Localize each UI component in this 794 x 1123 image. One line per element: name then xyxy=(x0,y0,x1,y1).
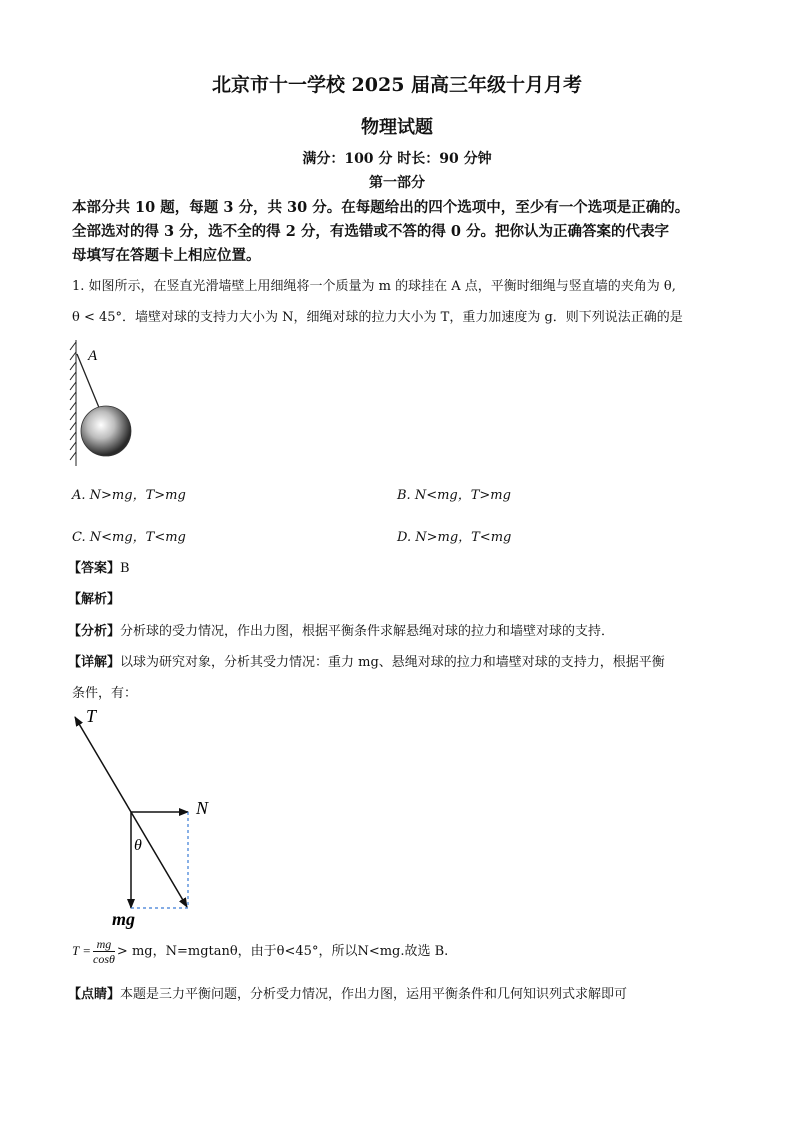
part-title: 第一部分 xyxy=(369,175,425,191)
analysis-label: 【分析】 xyxy=(68,624,121,639)
detail-line1 xyxy=(68,651,665,670)
point-a-label: A xyxy=(88,348,98,364)
formula-fraction xyxy=(93,937,115,966)
detail-text: 以球为研究对象，分析其受力情况：重力 mg、悬绳对球的拉力和墙壁对球的支持力，根据平衡 xyxy=(120,655,665,670)
comment-label: 【点睛】 xyxy=(68,987,121,1002)
option-d: D. N>mg，T<mg xyxy=(397,530,512,545)
answer-label: 【答案】 xyxy=(68,561,121,576)
theta-label: θ xyxy=(134,837,142,854)
instruction-line: 全部选对的得 3 分，选不全的得 2 分，有选错或不答的得 0 分。把你认为正确答案的代表字 xyxy=(72,223,670,240)
ball xyxy=(81,406,131,456)
exam-title: 北京市十一学校 2025 届高三年级十月月考 xyxy=(211,74,583,96)
option-a: A. N>mg，T>mg xyxy=(72,488,186,503)
analysis-text: 分析球的受力情况，作出力图，根据平衡条件求解悬绳对球的拉力和墙壁对球的支持． xyxy=(120,624,615,639)
detail-label: 【详解】 xyxy=(68,655,121,670)
force-diagram xyxy=(60,700,240,930)
option-c: C. N<mg，T<mg xyxy=(72,530,186,545)
resultant-arrow xyxy=(131,812,187,907)
instruction-line: 母填写在答题卡上相应位置。 xyxy=(72,247,261,264)
wall-hatching xyxy=(70,340,76,466)
ball-on-wall-figure xyxy=(66,338,186,473)
comment-text: 本题是三力平衡问题，分析受力情况，作出力图，运用平衡条件和几何知识列式求解即可 xyxy=(120,987,628,1002)
formula-lhs: T = xyxy=(72,943,92,958)
normal-label: N xyxy=(196,798,209,818)
analysis-line xyxy=(68,620,614,639)
question-stem-line1: 1. 如图所示，在竖直光滑墙壁上用细绳将一个质量为 m 的球挂在 A 点，平衡时细绳与竖直墙的夹角为 θ, xyxy=(72,279,676,294)
option-b: B. N<mg，T>mg xyxy=(397,488,511,503)
subject-title: 物理试题 xyxy=(361,117,433,138)
comment-line xyxy=(68,983,627,1002)
answer-line xyxy=(68,557,130,576)
formula-line xyxy=(72,937,448,966)
tension-label: T xyxy=(86,706,97,726)
gravity-label: mg xyxy=(112,909,136,929)
formula-rest: > mg，N=mgtanθ，由于θ<45°，所以N<mg.故选 B. xyxy=(116,944,449,959)
instruction-line: 本部分共 10 题，每题 3 分，共 30 分。在每题给出的四个选项中，至少有一个选项是正确的。 xyxy=(72,199,690,216)
question-stem-line2: θ < 45°．墙壁对球的支持力大小为 N，细绳对球的拉力大小为 T，重力加速度为 g．则下列说法正确的是 xyxy=(72,310,683,325)
exam-meta: 满分：100 分 时长：90 分钟 xyxy=(302,151,492,167)
analysis-heading: 【解析】 xyxy=(68,592,121,607)
answer-value: B xyxy=(120,561,130,576)
formula-denominator: cosθ xyxy=(93,952,115,966)
tension-arrow xyxy=(75,717,131,812)
detail-line2: 条件，有： xyxy=(72,686,138,701)
formula-numerator: mg xyxy=(93,937,115,952)
